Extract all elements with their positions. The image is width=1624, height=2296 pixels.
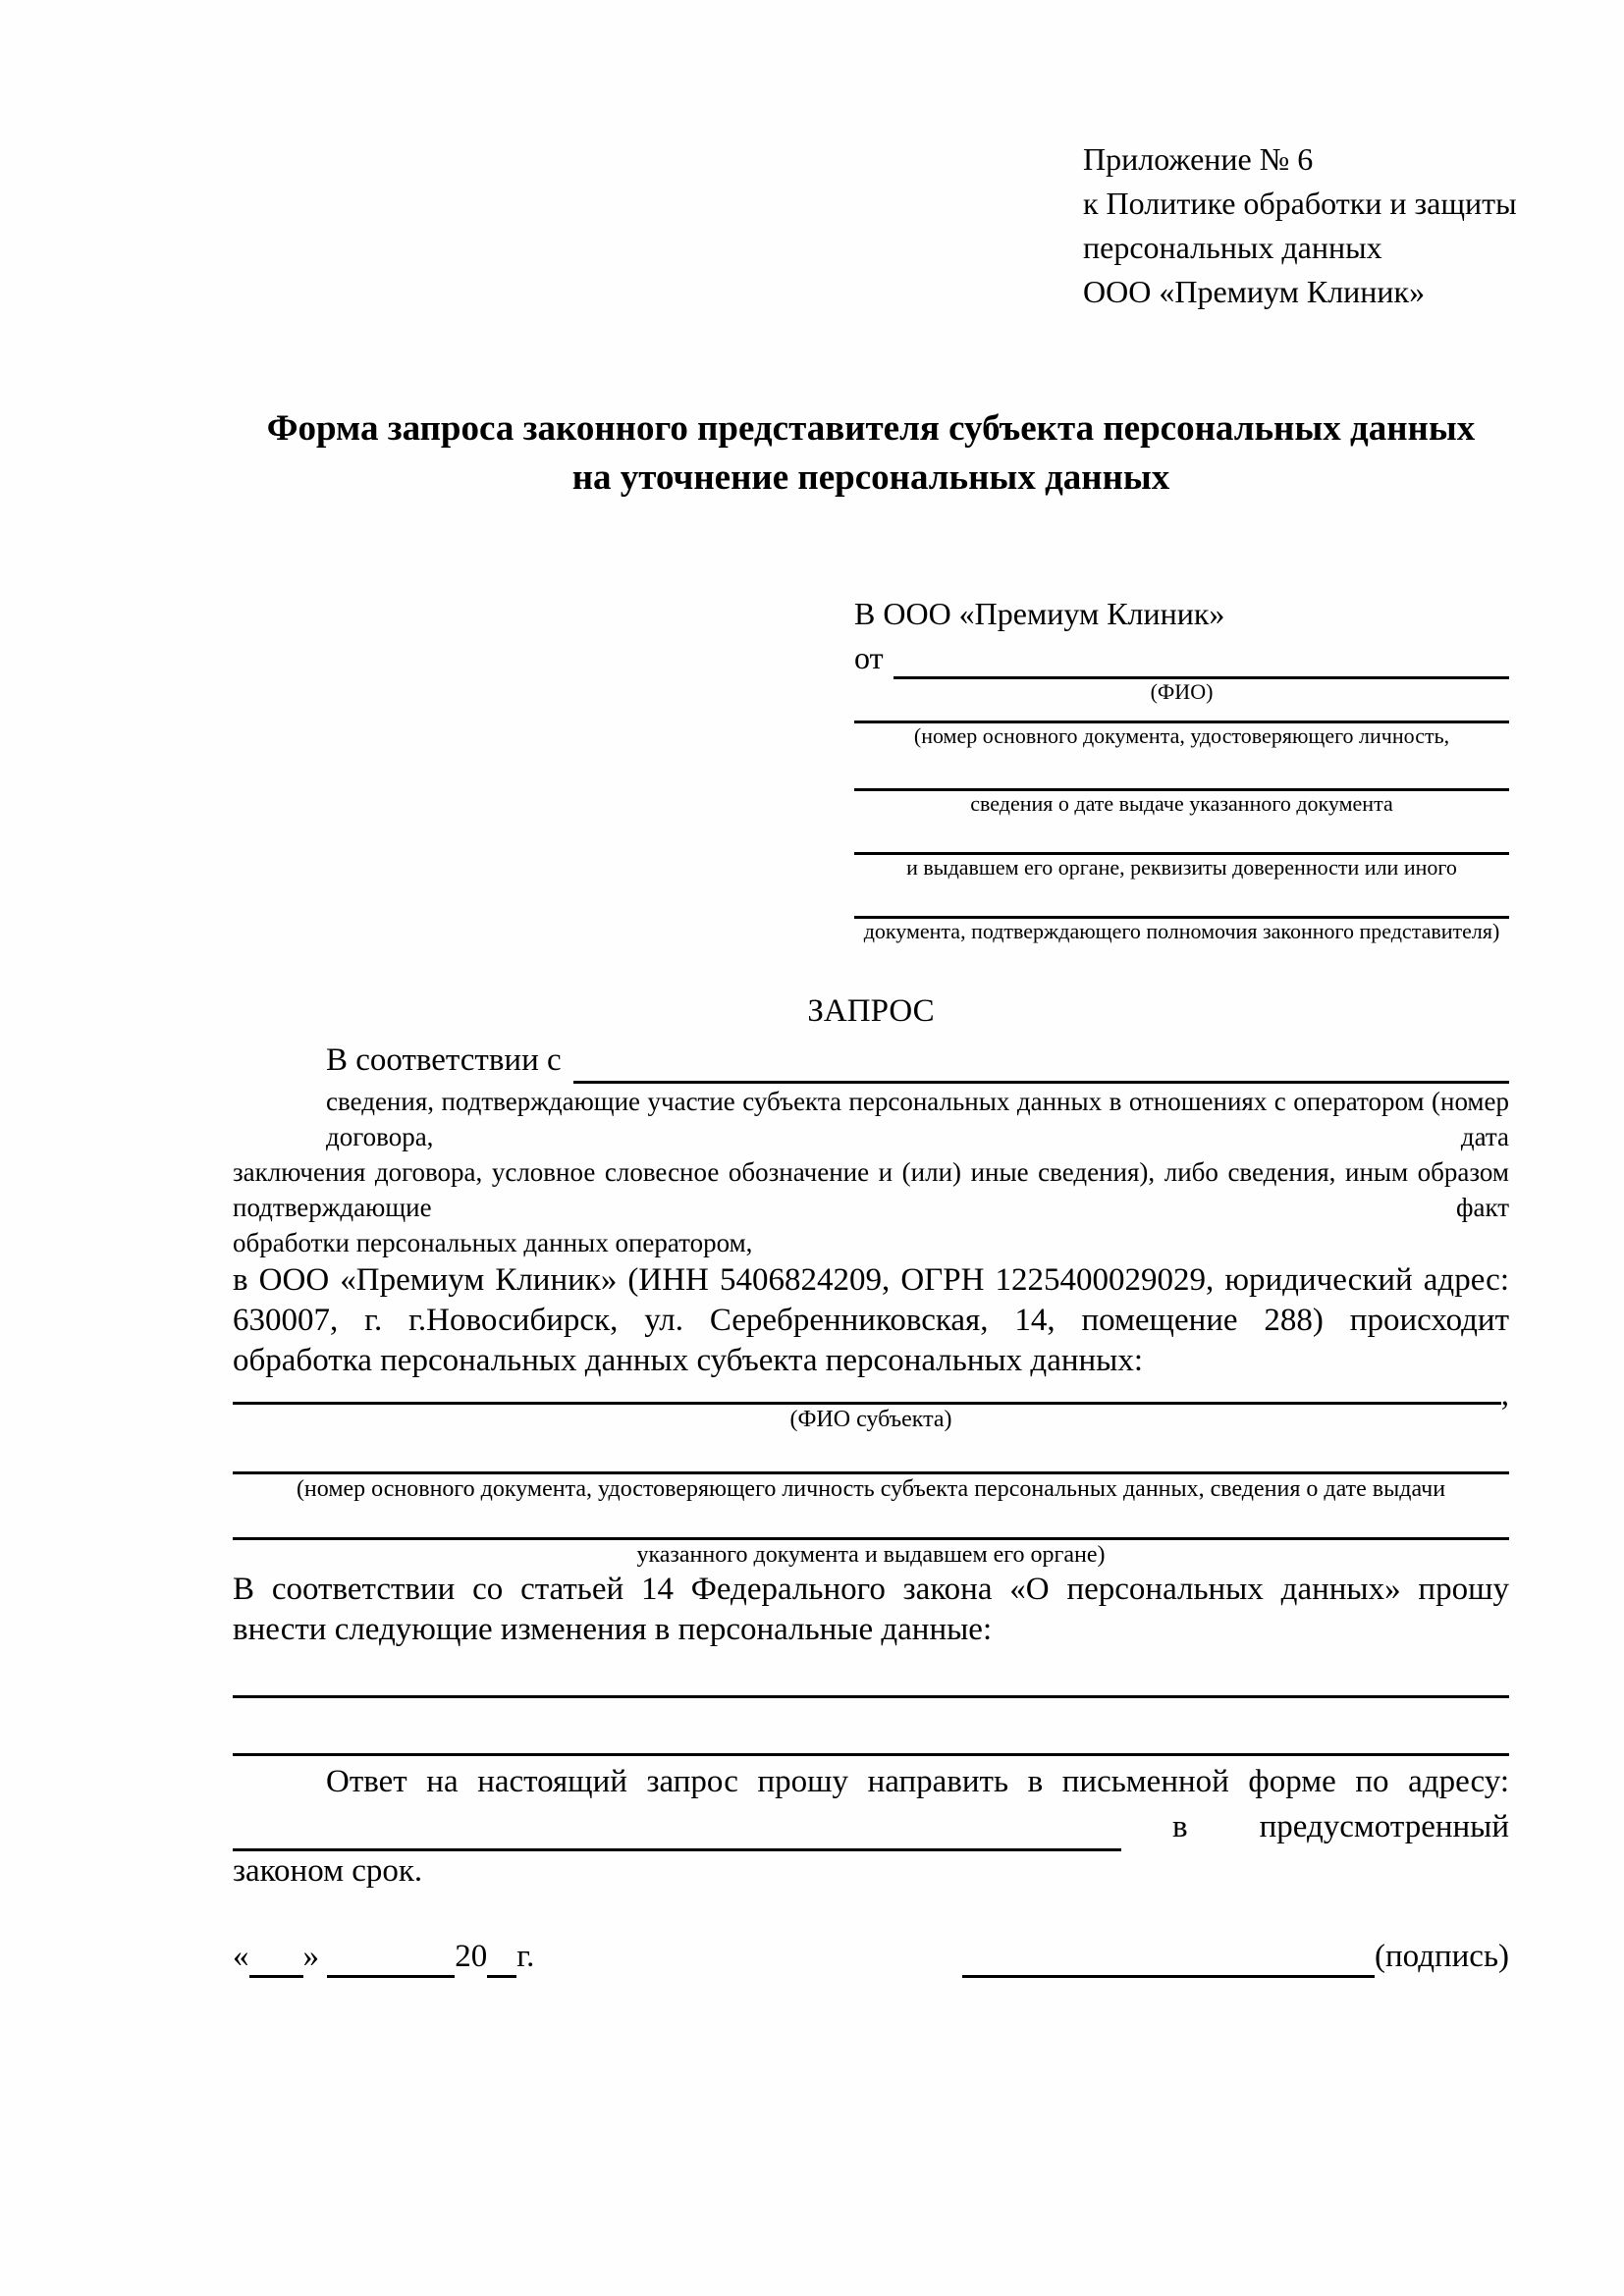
fio-blank-line [893,637,1509,679]
note-line-1: сведения, подтверждающие участие субъекта персональных данных в отношениях с оператором (номер договора, дата [326,1087,1509,1151]
note-line-2: заключения договора, условное словесное обозначение и (или) иные сведения), либо сведения, иным образом подтверждающие факт [233,1157,1509,1222]
date-month-blank [327,1938,455,1978]
date-year-blank [487,1938,516,1978]
power-of-attorney-caption: документа, подтверждающего полномочия законного представителя) [863,919,1500,943]
subject-authority-blank-line [233,1504,1509,1540]
policy-line-2: персональных данных [1083,230,1382,265]
article-paragraph [233,1570,1509,1650]
answer-word-1: в [1172,1809,1188,1844]
changes-blank-line-2 [233,1698,1509,1756]
date-year-suffix: г. [516,1939,535,1974]
issue-date-blank-line [854,749,1509,791]
issuing-authority-caption: и выдавшем его органе, реквизиты доверенности или иного [906,855,1457,880]
addressee-to-line: В ООО «Премиум Клиник» [854,596,1225,631]
article-line-1: В соответствии со статьей 14 Федерального закона «О персональных данных» прошу [233,1572,1509,1607]
signature-field [962,1935,1509,1978]
signature-row [233,1935,1509,1978]
accordance-row [233,1037,1509,1084]
power-of-attorney-blank-line [854,881,1509,919]
document-number-caption: (номер основного документа, удостоверяющего личность, [913,723,1450,748]
fio-caption: (ФИО) [1150,679,1214,704]
subject-fio-caption: (ФИО субъекта) [789,1407,952,1432]
addressee-from-row [854,636,1509,679]
subject-document-caption-1: (номер основного документа, удостоверяющего личность субъекта персональных данных, сведения о дате выдачи [296,1476,1446,1502]
changes-blank-line-1 [233,1650,1509,1698]
accordance-note [233,1084,1509,1260]
issue-date-caption: сведения о дате выдаче указанного документа [970,791,1393,816]
document-content [233,0,1517,1978]
answer-address-row [233,1802,1509,1851]
date-field [233,1935,534,1978]
answer-line-1: Ответ на настоящий запрос прошу направить в письменной форме по адресу: [326,1764,1509,1799]
operator-line-1: в ООО «Премиум Клиник» (ИНН 5406824209, ОГРН 1225400029029, юридический адрес: [233,1262,1509,1298]
article-line-2: внести следующие изменения в персональные данные: [233,1612,993,1647]
accordance-lead: В соответствии с [326,1042,562,1078]
subject-document-caption-2: указанного документа и выдавшем его органе) [636,1542,1106,1568]
date-year-prefix: 20 [455,1939,488,1974]
document-title [233,404,1509,503]
document-title-line-1: Форма запроса законного представителя субъекта персональных данных [266,408,1476,449]
operator-paragraph [233,1260,1509,1381]
appendix-number-line: Приложение № 6 [1083,141,1314,177]
document-number-blank-line [854,705,1509,723]
date-quote-close: » [302,1939,319,1974]
signature-caption: (подпись) [1375,1939,1509,1974]
subject-fio-blank-line [233,1382,1501,1405]
note-line-3: обработки персональных данных оператором, [233,1228,753,1257]
date-quote-open: « [233,1939,249,1974]
subject-fio-comma: , [1500,1377,1509,1413]
date-day-blank [249,1938,303,1978]
policy-line-1: к Политике обработки и защиты [1083,186,1517,221]
operator-line-3: обработка персональных данных субъекта персональных данных: [233,1343,1143,1378]
from-label: от [854,640,884,675]
company-name-line: ООО «Премиум Клиник» [1083,274,1426,309]
document-title-line-2: на уточнение персональных данных [571,457,1170,498]
operator-line-2: 630007, г. г.Новосибирск, ул. Серебренниковская, 14, помещение 288) происходит [233,1303,1509,1338]
answer-line-3: законом срок. [233,1853,423,1889]
issuing-authority-blank-line [854,817,1509,855]
subject-document-blank-line [233,1434,1509,1474]
request-heading: ЗАПРОС [807,993,935,1029]
addressee-block [854,591,1509,944]
signature-blank-line [962,1938,1375,1978]
accordance-blank-line [573,1041,1509,1084]
answer-paragraph [233,1762,1509,1802]
appendix-header [233,137,1517,314]
answer-word-2: предусмотренный [1259,1809,1509,1844]
answer-address-blank-line [233,1805,1121,1851]
subject-fio-row [233,1377,1509,1413]
